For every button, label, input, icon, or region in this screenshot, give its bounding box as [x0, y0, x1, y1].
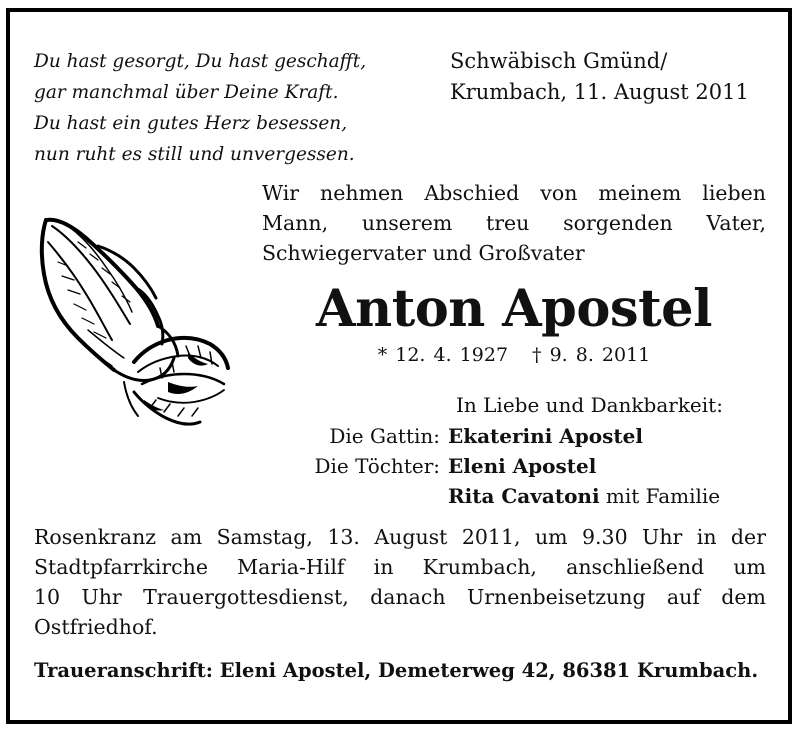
mourner-row [250, 481, 780, 511]
place-date [450, 46, 780, 108]
intro-text [262, 178, 766, 268]
mourner-name: Rita Cavatoni [448, 484, 600, 508]
intro-line: Wir nehmen Abschied von meinem lieben [262, 181, 766, 205]
praying-hands-icon [38, 212, 234, 432]
service-line: Ostfriedhof. [34, 615, 158, 639]
mourner-role: Die Töchter: [314, 454, 440, 478]
mourner-name: Ekaterini Apostel [448, 424, 643, 448]
mourner-role: Die Gattin: [329, 424, 440, 448]
mourning-address: Traueranschrift: Eleni Apostel, Demeterweg 42, 86381 Krumbach. [34, 659, 759, 682]
mourner-row [250, 451, 780, 481]
intro-line: Schwiegervater und Großvater [262, 241, 585, 265]
service-line: Stadtpfarrkirche Maria-Hilf in Krumbach, anschließend um [34, 555, 766, 579]
poem-line: Du hast gesorgt, Du hast geschafft, [34, 51, 367, 72]
poem [34, 46, 424, 170]
poem-line: gar manchmal über Deine Kraft. [34, 82, 339, 103]
birth-date: * 12. 4. 1927 [377, 344, 509, 366]
death-date: † 9. 8. 2011 [532, 344, 651, 366]
deceased-name: Anton Apostel [316, 279, 712, 339]
mourner-row [250, 421, 780, 451]
intro-line: Mann, unserem treu sorgenden Vater, [262, 211, 766, 235]
mourner-suffix: mit Familie [605, 484, 721, 508]
mourner-name: Eleni Apostel [448, 454, 597, 478]
mourner-role [250, 481, 448, 511]
place-line-1: Schwäbisch Gmünd/ [450, 49, 668, 73]
service-line: 10 Uhr Trauergottesdienst, danach Urnenbeisetzung auf dem [34, 585, 766, 609]
service-details [34, 522, 766, 642]
service-line: Rosenkranz am Samstag, 13. August 2011, um 9.30 Uhr in der [34, 525, 766, 549]
poem-line: Du hast ein gutes Herz besessen, [34, 113, 348, 134]
place-line-2: Krumbach, 11. August 2011 [450, 80, 749, 104]
thanks-line: In Liebe und Dankbarkeit: [456, 393, 723, 417]
mourners-list [250, 421, 780, 511]
poem-line: nun ruht es still und unvergessen. [34, 144, 355, 165]
life-dates [262, 340, 766, 370]
